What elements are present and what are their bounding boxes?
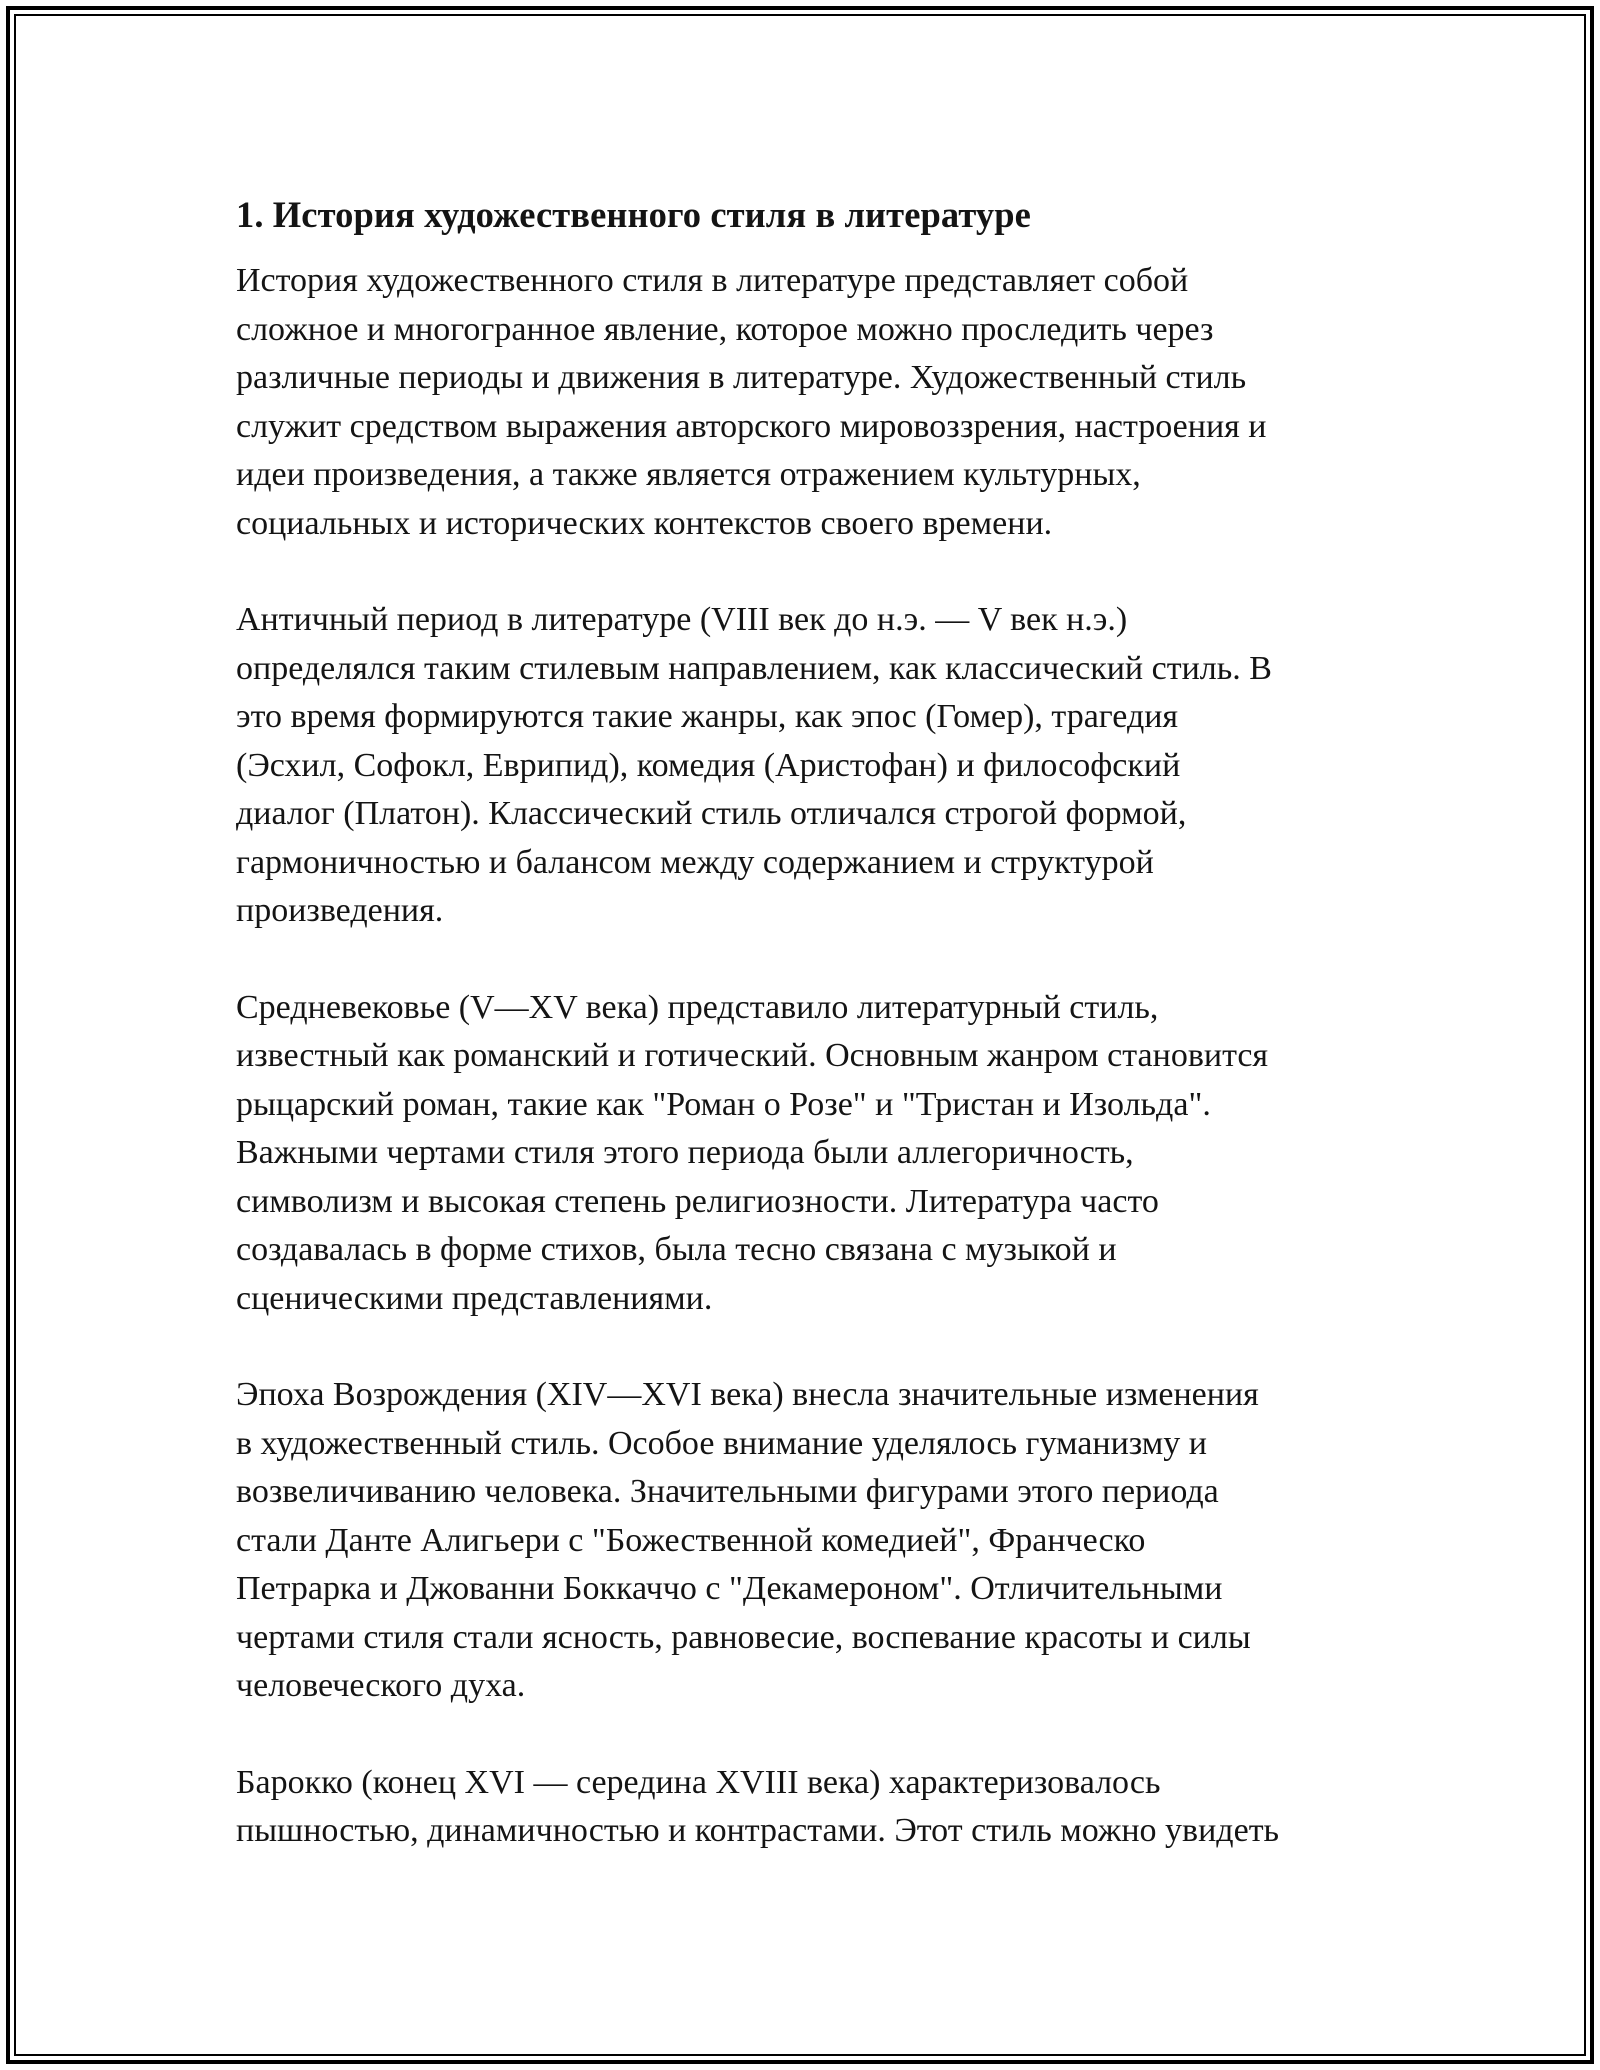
paragraph-middle-ages: Средневековье (V—XV века) представило литературный стиль, известный как романский и готический. Основным жанром становится рыцарский роман, такие как "Роман о Розе" и "Тристан и Изольда". Важными чертами стиля этого периода были аллегоричность, символизм и высокая степень религиозности. Литература часто создавалась в форме стихов, была тесно связана с музыкой и сценическими представлениями. (236, 988, 1269, 1317)
paragraphs (236, 257, 1376, 1856)
paragraph-antiquity: Античный период в литературе (VIII век до н.э. — V век н.э.) определялся таким стилевым направлением, как классический стиль. В это время формируются такие жанры, как эпос (Гомер), трагедия (Эсхил, Софокл, Еврипид), комедия (Аристофан) и философский диалог (Платон). Классический стиль отличался строгой формой, гармоничностью и балансом между содержанием и структурой произведения. (236, 601, 1272, 929)
paragraph-intro: История художественного стиля в литературе представляет собой сложное и многогранное явление, которое можно проследить через различные периоды и движения в литературе. Художественный стиль служит средством выражения авторского мировоззрения, настроения и идеи произведения, а также является отражением культурных, социальных и исторических контекстов своего времени. (236, 262, 1267, 542)
document-body (236, 185, 1376, 1904)
paragraph-baroque: Барокко (конец XVI — середина XVIII века) характеризовалось пышностью, динамичностью и контрастами. Этот стиль можно увидеть (236, 1763, 1280, 1849)
document-title: 1. История художественного стиля в литературе (236, 194, 1031, 235)
paragraph-renaissance: Эпоха Возрождения (XIV—XVI века) внесла значительные изменения в художественный стиль. Особое внимание уделялось гуманизму и возвеличиванию человека. Значительными фигурами этого периода стали Данте Алигьери с "Божественной комедией", Франческо Петрарка и Джованни Боккаччо с "Декамероном". Отличительными чертами стиля стали ясность, равновесие, воспевание красоты и силы человеческого духа. (236, 1376, 1259, 1704)
